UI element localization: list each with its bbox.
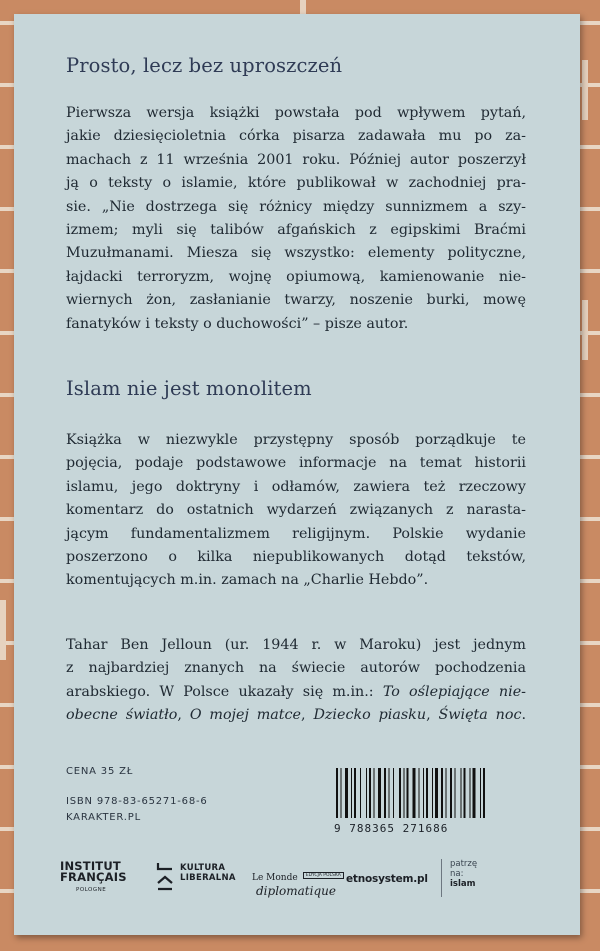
barcode-bar: [389, 768, 390, 818]
barcode-bar: [455, 768, 456, 818]
barcode-bar: [483, 768, 485, 818]
logo-text: [180, 863, 236, 883]
text-line: islamu, jego doktryny i odłamów, zawiera też rzeczowy: [66, 478, 526, 495]
mortar-joint: [582, 300, 588, 360]
barcode-bar: [378, 768, 381, 818]
text-span: ,: [426, 707, 439, 724]
logo-text: INSTITUT: [60, 859, 121, 873]
barcode-bar: [354, 768, 356, 818]
book-back-cover: [14, 14, 580, 935]
author-bio: [66, 634, 526, 728]
text-line: Tahar Ben Jelloun (ur. 1944 r. w Maroku) jest jednym: [66, 637, 526, 653]
text-span: ,: [301, 707, 314, 724]
logo-text: Le Monde: [252, 873, 298, 883]
barcode-bar: [399, 768, 401, 818]
mortar-joint: [300, 0, 306, 14]
text-line: fanatyków i teksty o duchowości” – pisze autor.: [66, 315, 409, 332]
text-line: jakie dziesięcioletnia córka pisarza zadawała mu po za-: [66, 128, 526, 145]
text-line: pojęcia, podaje podstawowe informacje na temat historii: [66, 455, 526, 472]
barcode-bar: [461, 768, 462, 818]
le-monde-diplomatique-logo: [252, 865, 344, 898]
barcode-bar: [470, 768, 471, 818]
barcode-bar: [419, 768, 420, 818]
barcode-bar: [351, 768, 352, 818]
text-line: poszerzono o kilka niepublikowanych dotąd tekstów,: [66, 549, 526, 566]
text-line: [66, 681, 526, 704]
logo-text: etnosystem.pl: [346, 873, 428, 885]
publisher-website: KARAKTER.PL: [66, 812, 141, 823]
patrze-na-islam-logo: [441, 859, 477, 897]
barcode-number: 9 788365 271686: [334, 822, 449, 835]
text-line: ją o teksty o islamie, które publikował w zachodniej pra-: [66, 175, 526, 192]
barcode-bar: [423, 768, 424, 818]
section-body-1: [66, 102, 526, 336]
text-line: Pierwsza wersja książki powstała pod wpływem pytań,: [66, 105, 526, 121]
book-title: To oślepiające nie-: [382, 683, 526, 700]
barcode-bar: [374, 768, 375, 818]
barcode-bar: [341, 768, 342, 818]
text-line: z najbardziej znanych na świecie autorów pochodzenia: [66, 660, 526, 677]
barcode-bar: [404, 768, 405, 818]
text-line: wiernych żon, zasłanianie twarzy, noszenie burki, mowę: [66, 292, 526, 309]
barcode-bars: [334, 768, 530, 820]
barcode-bar: [366, 768, 367, 818]
etnosystem-logo: [346, 873, 428, 885]
logo-text: LIBERALNA: [180, 873, 236, 883]
barcode-bar: [369, 768, 371, 818]
text-line: Książka w niezwykle przystępny sposób porządkuje te: [66, 432, 526, 448]
barcode-bar: [464, 768, 466, 818]
text-line: izmem; myli się talibów afgańskich z egipskimi Braćmi: [66, 222, 526, 239]
section-heading-1: Prosto, lecz bez uproszczeń: [66, 54, 343, 77]
text-line: Muzułmanami. Miesza się wszystko: elementy polityczne,: [66, 245, 526, 262]
logo-text: diplomatique: [256, 884, 336, 898]
mortar-joint: [582, 60, 588, 120]
section-body-2: [66, 429, 526, 593]
text-line: komentujących m.in. zamach na „Charlie Hebdo”.: [66, 572, 429, 589]
text-span: .: [521, 707, 527, 724]
barcode-bar: [413, 768, 416, 818]
barcode-bar: [446, 768, 447, 818]
logo-text: KULTURA: [180, 863, 226, 873]
price-label: CENA 35 ZŁ: [66, 766, 134, 777]
mortar-joint: [0, 600, 6, 660]
barcode-bar: [360, 768, 361, 818]
kultura-liberalna-icon: [156, 861, 174, 891]
barcode-bar: [345, 768, 348, 818]
barcode-bar: [432, 768, 433, 818]
barcode-bar: [393, 768, 394, 818]
barcode-bar: [384, 768, 386, 818]
institut-francais-logo: [60, 861, 127, 896]
text-span: ,: [177, 707, 190, 724]
text-line: łajdacki terroryzm, wojnę opiumową, kamienowanie nie-: [66, 268, 526, 285]
book-title: Dziecko piasku: [313, 707, 427, 724]
barcode-bar: [336, 768, 338, 818]
text-line: [66, 704, 526, 727]
barcode-bar: [441, 768, 443, 818]
isbn-label: ISBN 978-83-65271-68-6: [66, 796, 208, 807]
section-heading-2: Islam nie jest monolitem: [66, 377, 312, 400]
logo-text: FRANÇAIS: [60, 870, 127, 884]
barcode-bar: [450, 768, 452, 818]
logo-text: EDYCJA POLSKA: [303, 872, 344, 879]
sponsor-logos: [60, 859, 530, 899]
book-title: obecne światło: [66, 707, 178, 724]
logo-text: patrzę: [450, 859, 478, 869]
logo-text: na:: [450, 869, 464, 879]
text-line: machach z 11 września 2001 roku. Później autor poszerzył: [66, 151, 526, 168]
text-line: jącym fundamentalizmem religijnym. Polskie wydanie: [66, 525, 526, 542]
barcode-bar: [435, 768, 438, 818]
book-title: Święta noc: [438, 707, 522, 724]
text-line: sie. „Nie dostrzega się różnicy między sunnizmem a szy-: [66, 198, 526, 215]
text-line: komentarz do ostatnich wydarzeń związanych z narasta-: [66, 502, 526, 519]
logo-text: POLOGNE: [76, 887, 107, 893]
book-title: O mojej matce: [189, 707, 302, 724]
barcode-bar: [407, 768, 409, 818]
barcode-bar: [480, 768, 481, 818]
logo-text: islam: [450, 879, 476, 889]
text-span: arabskiego. W Polsce ukazały się m.in.:: [66, 683, 383, 700]
barcode-bar: [473, 768, 476, 818]
barcode-bar: [426, 768, 428, 818]
